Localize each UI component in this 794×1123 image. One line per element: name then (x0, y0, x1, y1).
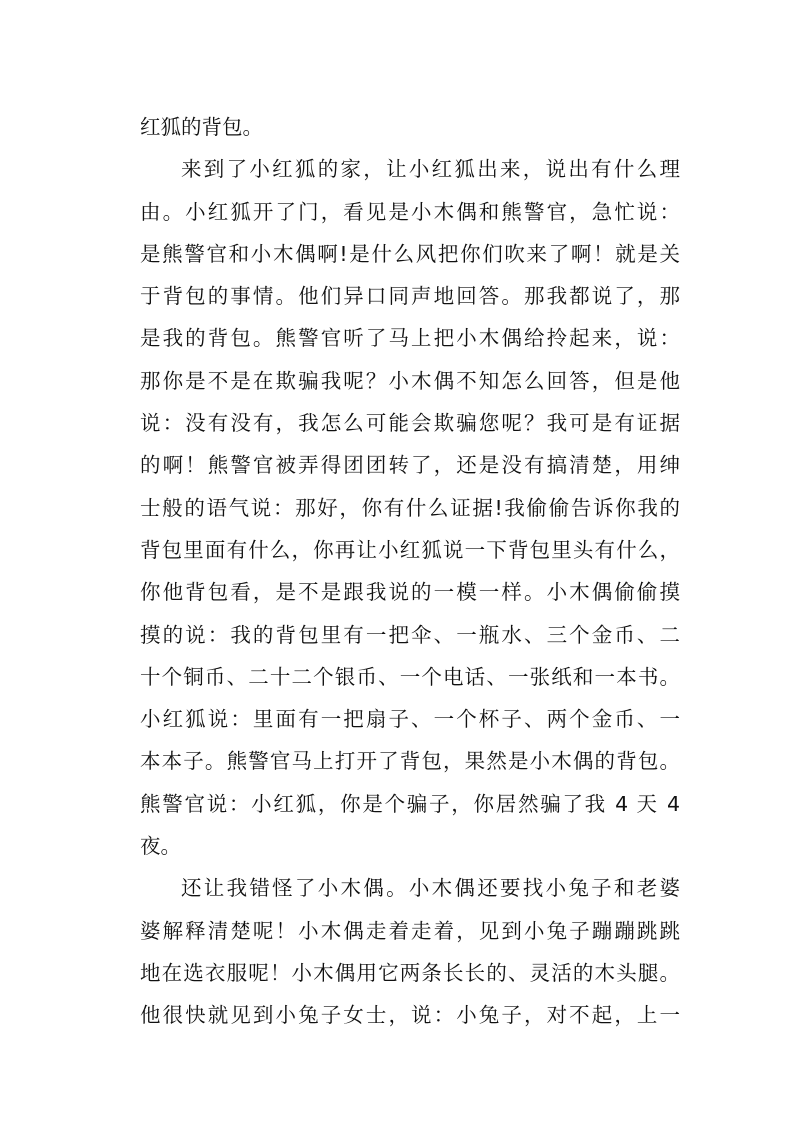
text-line: 你他背包看，是不是跟我说的一模一样。小木偶偷偷摸 (140, 580, 680, 605)
text-line: 十个铜币、二十二个银币、一个电话、一张纸和一本书。 (140, 664, 680, 689)
text-line: 小红狐说：里面有一把扇子、一个杯子、两个金币、一 (140, 707, 680, 732)
text-line: 是我的背包。熊警官听了马上把小木偶给拎起来，说： (140, 326, 680, 351)
document-body (140, 106, 680, 1037)
text-line: 婆解释清楚呢！小木偶走着走着，见到小兔子蹦蹦跳跳 (140, 918, 680, 943)
text-line: 是熊警官和小木偶啊!是什么风把你们吹来了啊！就是关 (140, 241, 680, 266)
text-line: 于背包的事情。他们异口同声地回答。那我都说了，那 (140, 284, 680, 309)
paragraph-first-line: 还让我错怪了小木偶。小木偶还要找小兔子和老婆 (181, 876, 680, 901)
paragraph-first-line: 来到了小红狐的家，让小红狐出来，说出有什么理 (181, 157, 680, 182)
text-line: 那你是不是在欺骗我呢？小木偶不知怎么回答，但是他 (140, 368, 680, 393)
text-line: 的啊！熊警官被弄得团团转了，还是没有搞清楚，用绅 (140, 453, 680, 478)
text-line: 士般的语气说：那好，你有什么证据!我偷偷告诉你我的 (140, 495, 680, 520)
text-line: 地在选衣服呢！小木偶用它两条长长的、灵活的木头腿。 (140, 960, 680, 985)
text-line: 熊警官说：小红狐，你是个骗子，你居然骗了我 4 天 4 (140, 791, 680, 816)
text-line: 背包里面有什么，你再让小红狐说一下背包里头有什么， (140, 537, 680, 562)
text-line: 红狐的背包。 (140, 115, 263, 139)
text-line: 本本子。熊警官马上打开了背包，果然是小木偶的背包。 (140, 749, 680, 774)
text-line: 摸的说：我的背包里有一把伞、一瓶水、三个金币、二 (140, 622, 680, 647)
text-line: 说：没有没有，我怎么可能会欺骗您呢？我可是有证据 (140, 411, 680, 436)
text-line: 由。小红狐开了门，看见是小木偶和熊警官，急忙说： (140, 199, 680, 224)
text-line: 他很快就见到小兔子女士，说：小兔子，对不起，上一 (140, 1003, 680, 1028)
text-line: 夜。 (140, 834, 181, 859)
